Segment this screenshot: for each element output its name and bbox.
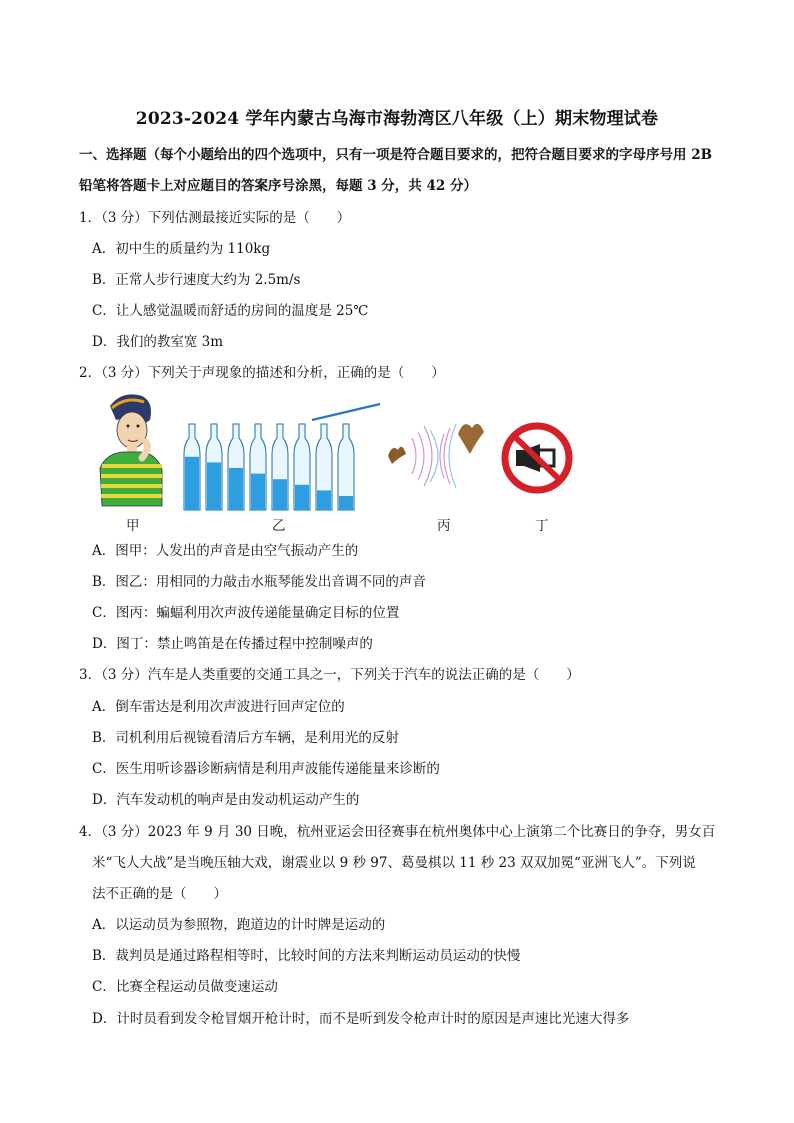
question-2-figure [92, 384, 592, 534]
bottle-water [207, 462, 221, 510]
question-1-stem: 1．（3 分）下列估测最接近实际的是（ ） [79, 210, 351, 226]
bottle-water [251, 474, 265, 510]
question-3-option-a: A．倒车雷达是利用次声波进行回声定位的 [92, 699, 345, 715]
bottle-water [185, 457, 199, 510]
question-4-stem-line-3: 法不正确的是（ ） [92, 886, 227, 902]
question-4-option-c: C．比赛全程运动员做变速运动 [92, 979, 278, 995]
bats-icon [388, 424, 484, 488]
bottle-xylophone-icon [184, 424, 354, 510]
bottle-water [339, 496, 353, 510]
page-title: 2023-2024 学年内蒙古乌海市海勃湾区八年级（上）期末物理试卷 [135, 109, 659, 129]
figure-caption-ding: 丁 [535, 518, 549, 534]
bottle-water [229, 468, 243, 510]
question-1-option-b: B．正常人步行速度大约为 2.5m/s [92, 272, 301, 288]
figure-caption-yi: 乙 [272, 518, 286, 534]
question-3-option-c: C．医生用听诊器诊断病情是利用声波能传递能量来诊断的 [92, 761, 440, 777]
figure-caption-bing: 丙 [437, 518, 451, 534]
question-1-option-c: C．让人感觉温暖而舒适的房间的温度是 25℃ [92, 303, 369, 319]
question-2-option-b: B．图乙：用相同的力敲击水瓶琴能发出音调不同的声音 [92, 574, 426, 590]
section-heading-line-1: 一、选择题（每个小题给出的四个选项中，只有一项是符合题目要求的，把符合题目要求的字母序号用 2B [79, 147, 713, 163]
question-2-option-d: D．图丁：禁止鸣笛是在传播过程中控制噪声的 [92, 636, 373, 652]
question-3-option-b: B．司机利用后视镜看清后方车辆，是利用光的反射 [92, 730, 399, 746]
question-1-option-a: A．初中生的质量约为 110kg [92, 241, 271, 257]
question-2-stem: 2．（3 分）下列关于声现象的描述和分析，正确的是（ ） [79, 365, 445, 381]
section-heading-line-2: 铅笔将答题卡上对应题目的答案序号涂黑，每题 3 分，共 42 分） [79, 178, 477, 194]
bottle-water [295, 485, 309, 510]
question-3-stem: 3．（3 分）汽车是人类重要的交通工具之一，下列关于汽车的说法正确的是（ ） [79, 667, 580, 683]
question-4-option-d: D．计时员看到发令枪冒烟开枪计时，而不是听到发令枪声计时的原因是声速比光速大得多 [92, 1011, 630, 1027]
question-1-option-d: D．我们的教室宽 3m [92, 334, 224, 350]
figure-caption-jia: 甲 [126, 518, 140, 534]
question-2-option-a: A．图甲：人发出的声音是由空气振动产生的 [92, 543, 359, 559]
bottle-water [273, 479, 287, 510]
question-4-option-a: A．以运动员为参照物，跑道边的计时牌是运动的 [92, 917, 386, 933]
question-4-stem-line-1: 4．（3 分）2023 年 9 月 30 日晚，杭州亚运会田径赛事在杭州奥体中心上演第二个比赛日的争夺，男女百 [79, 824, 716, 840]
question-4-option-b: B．裁判员是通过路程相等时，比较时间的方法来判断运动员运动的快慢 [92, 948, 521, 964]
question-2-option-c: C．图丙：蝙蝠利用次声波传递能量确定目标的位置 [92, 605, 400, 621]
question-4-stem-line-2: 米“飞人大战”是当晚压轴大戏，谢震业以 9 秒 97、葛曼棋以 11 秒 23 双双加冕“亚洲飞人”。下列说 [92, 855, 696, 871]
no-honking-sign-icon [505, 426, 569, 490]
question-3-option-d: D．汽车发动机的响声是由发动机运动产生的 [92, 792, 360, 808]
person-icon [100, 394, 162, 506]
bottle-water [317, 490, 331, 510]
